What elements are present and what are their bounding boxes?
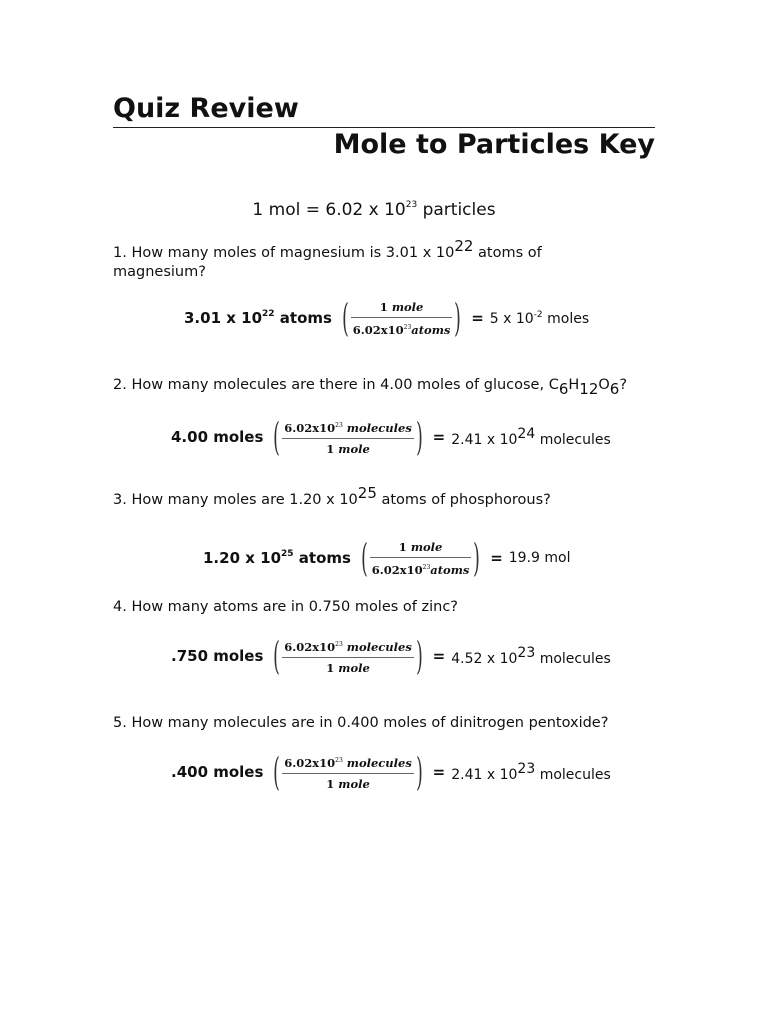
answer-3-given: 1.20 x $10^{25}$ atoms <box>203 549 351 567</box>
conversion-factor-3: ( $\frac{\text{1 mole}}{6.02x10^{23}atoms}$ ) <box>361 536 481 580</box>
answer-1-result: 5 x $10^{-2}$ moles <box>489 309 590 327</box>
answer-5-given: .400 moles <box>171 763 264 781</box>
answer-5-result: 2.41 x 1023 molecules <box>451 761 611 783</box>
answer-1-given: 3.01 x $10^{22}$ atoms <box>184 309 332 327</box>
page-subtitle: Mole to Particles Key <box>333 129 655 160</box>
answer-3: 1.20 x $10^{25}$ atoms ( $\frac{\text{1 mole}}{6.02x10^{23}atoms}$ ) = 19.9 mol <box>203 536 571 580</box>
question-2: 2. How many molecules are there in 4.00 moles of glucose, C6H12O6? <box>113 377 628 398</box>
answer-4-result: 4.52 x 1023 molecules <box>451 645 611 667</box>
conversion-factor-2: ( $\frac{6.02x10^{23} molecules}{\text{1 mole}}$ ) <box>273 415 423 459</box>
answer-4-given: .750 moles <box>171 647 264 665</box>
answer-1: 3.01 x $10^{22}$ atoms ( $\frac{\text{1 mole}}{6.02x10^{23}atoms}$ ) = 5 x $10^{-2}$ moles <box>184 296 590 340</box>
conversion-factor-1: ( $\frac{\text{1 mole}}{6.02x10^{23}atoms}$ ) <box>342 296 462 340</box>
answer-5: .400 moles ( $\frac{6.02x10^{23} molecules}{\text{1 mole}}$ ) = 2.41 x 1023 molecules <box>171 750 611 794</box>
question-3: 3. How many moles are 1.20 x 1025 atoms of phosphorous? <box>113 484 551 508</box>
question-4: 4. How many atoms are in 0.750 moles of zinc? <box>113 599 459 615</box>
answer-2-given: 4.00 moles <box>171 428 264 446</box>
question-5: 5. How many molecules are in 0.400 moles of dinitrogen pentoxide? <box>113 715 609 731</box>
conversion-factor-4: ( $\frac{6.02x10^{23} molecules}{\text{1 mole}}$ ) <box>273 634 423 678</box>
answer-2-result: 2.41 x 1024 molecules <box>451 426 611 448</box>
question-1 <box>113 237 583 282</box>
answer-2: 4.00 moles ( $\frac{6.02x10^{23} molecules}{\text{1 mole}}$ ) = 2.41 x 1024 molecules <box>171 415 611 459</box>
formula-unit: particles <box>422 200 496 220</box>
formula-exponent: 23 <box>405 200 418 210</box>
question-1-exponent: 22 <box>454 237 474 255</box>
question-1-text-b: atoms of magnesium? <box>113 245 542 280</box>
question-1-text-a: 1. How many moles of magnesium is 3.01 x 10 <box>113 245 455 261</box>
formula-base: 1 mol = 6.02 x 10 <box>252 200 406 220</box>
conversion-factor-5: ( $\frac{6.02x10^{23} molecules}{\text{1 mole}}$ ) <box>273 750 423 794</box>
answer-3-result: 19.9 mol <box>508 550 571 566</box>
answer-4: .750 moles ( $\frac{6.02x10^{23} molecules}{\text{1 mole}}$ ) = 4.52 x 1023 molecules <box>171 634 611 678</box>
page-title: Quiz Review <box>113 93 299 124</box>
conversion-formula <box>0 193 748 222</box>
